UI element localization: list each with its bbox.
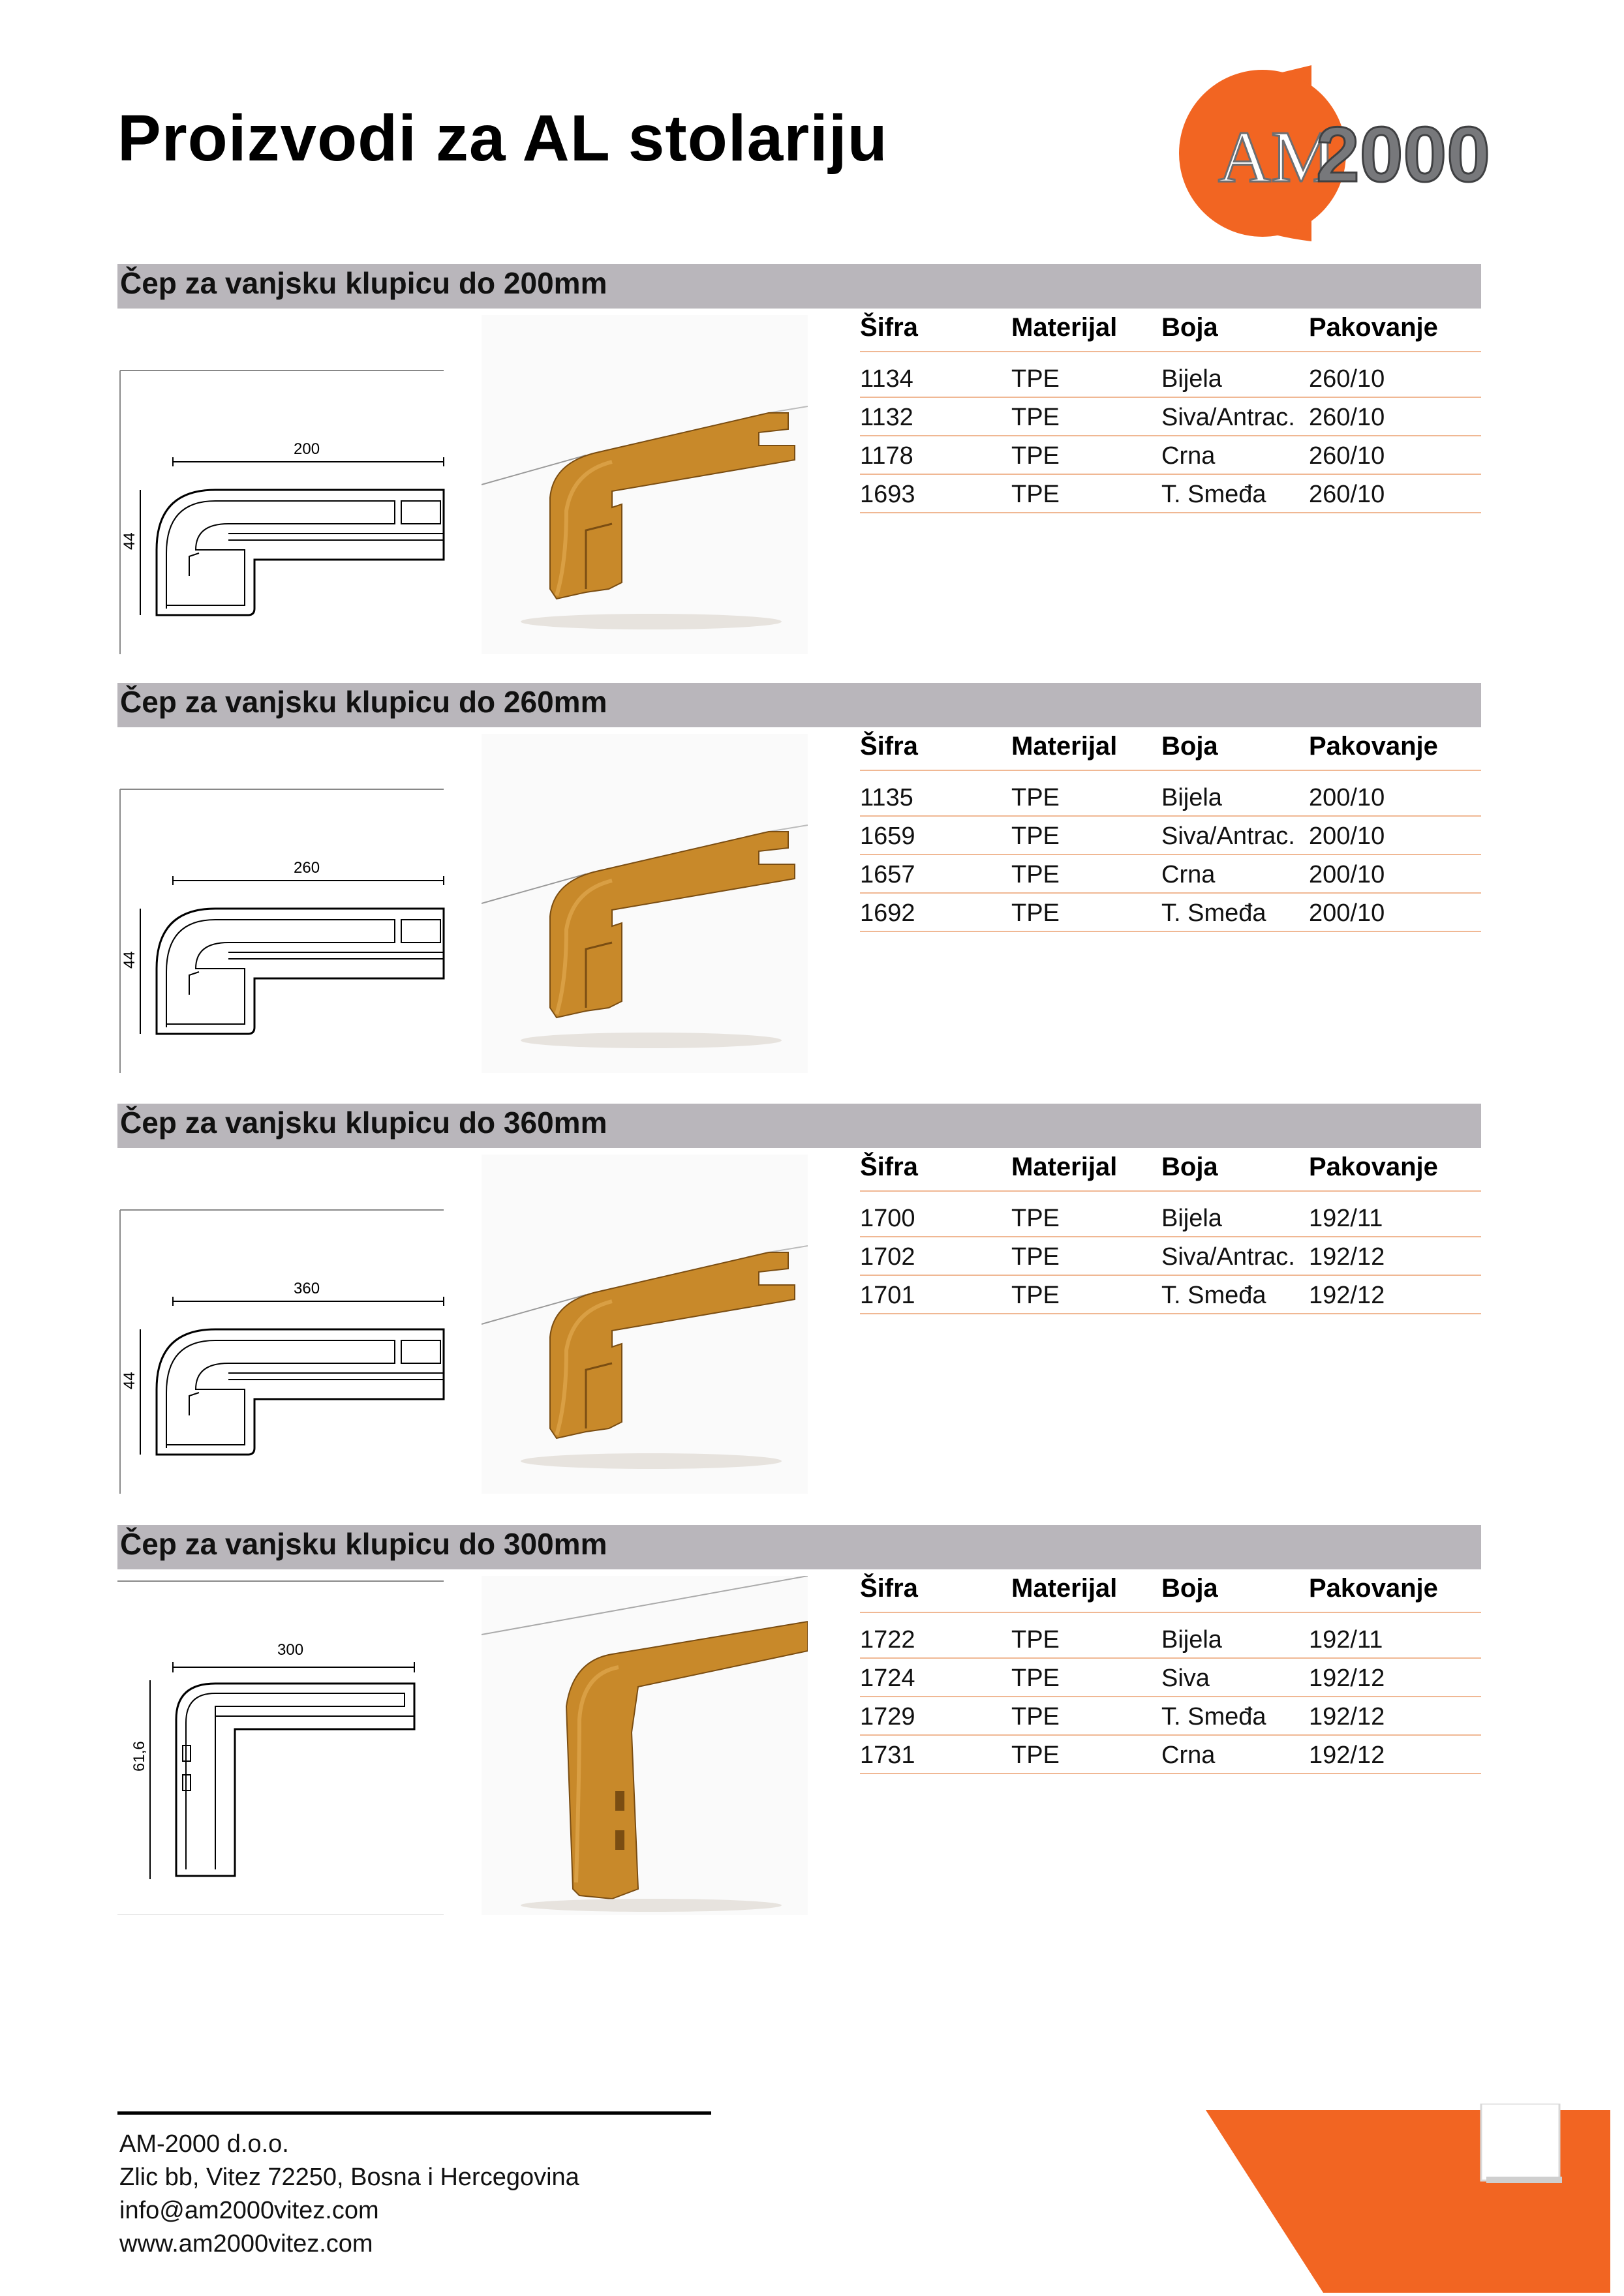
dimension-width-label: 300 <box>277 1641 304 1659</box>
cell-boja: T. Smeđa <box>1161 1282 1266 1309</box>
cell-pakovanje: 192/11 <box>1309 1205 1383 1232</box>
cell-materijal: TPE <box>1011 404 1060 431</box>
cell-sifra: 1701 <box>860 1282 915 1309</box>
table-row <box>860 854 1481 893</box>
footer-contact <box>119 2128 579 2261</box>
row-divider <box>860 1773 1481 1774</box>
header-divider <box>860 1612 1481 1613</box>
cell-boja: Siva <box>1161 1665 1210 1692</box>
cell-sifra: 1700 <box>860 1205 915 1232</box>
table-row <box>860 778 1481 816</box>
cell-materijal: TPE <box>1011 784 1060 811</box>
row-divider <box>860 931 1481 932</box>
table-row <box>860 816 1481 854</box>
column-header-sifra: Šifra <box>860 732 918 761</box>
column-header-materijal: Materijal <box>1011 1153 1118 1181</box>
cell-pakovanje: 192/12 <box>1309 1742 1385 1769</box>
product-table <box>860 1153 1481 1314</box>
table-row <box>860 1658 1481 1697</box>
section-header <box>117 264 1481 309</box>
cell-materijal: TPE <box>1011 365 1060 393</box>
page-title: Proizvodi za AL stolariju <box>117 102 888 175</box>
cell-boja: Bijela <box>1161 365 1222 393</box>
cell-pakovanje: 260/10 <box>1309 442 1385 470</box>
am2000-logo <box>1178 65 1530 241</box>
dimension-width-label: 360 <box>294 1280 320 1297</box>
cell-pakovanje: 260/10 <box>1309 365 1385 393</box>
cell-pakovanje: 192/12 <box>1309 1703 1385 1730</box>
column-header-boja: Boja <box>1161 732 1218 761</box>
footer-email[interactable]: info@am2000vitez.com <box>119 2197 379 2224</box>
product-table <box>860 313 1481 513</box>
product-render-image <box>482 315 808 654</box>
column-header-sifra: Šifra <box>860 1574 918 1603</box>
column-header-pakovanje: Pakovanje <box>1309 1574 1438 1603</box>
cell-sifra: 1135 <box>860 784 913 811</box>
section-header <box>117 1525 1481 1569</box>
cell-pakovanje: 192/12 <box>1309 1665 1385 1692</box>
cell-sifra: 1692 <box>860 899 915 927</box>
footer-company: AM-2000 d.o.o. <box>119 2130 289 2158</box>
row-divider <box>860 1313 1481 1314</box>
footer-address: Zlic bb, Vitez 72250, Bosna i Hercegovina <box>119 2164 579 2191</box>
section-header <box>117 683 1481 727</box>
cell-sifra: 1657 <box>860 861 915 888</box>
cell-boja: Siva/Antrac. <box>1161 404 1295 431</box>
cell-boja: Bijela <box>1161 784 1222 811</box>
cell-boja: T. Smeđa <box>1161 481 1266 508</box>
technical-drawing <box>117 734 457 1073</box>
product-table <box>860 1574 1481 1774</box>
cell-boja: Crna <box>1161 442 1216 470</box>
cell-pakovanje: 260/10 <box>1309 404 1385 431</box>
cell-sifra: 1659 <box>860 823 915 850</box>
cell-sifra: 1731 <box>860 1742 915 1769</box>
cell-materijal: TPE <box>1011 1626 1060 1654</box>
table-row <box>860 359 1481 397</box>
cell-pakovanje: 260/10 <box>1309 481 1385 508</box>
column-header-sifra: Šifra <box>860 1153 918 1181</box>
section-header <box>117 1104 1481 1148</box>
cell-sifra: 1724 <box>860 1665 915 1692</box>
cell-boja: Bijela <box>1161 1205 1222 1232</box>
column-header-pakovanje: Pakovanje <box>1309 1153 1438 1181</box>
section-title: Čep za vanjsku klupicu do 200mm <box>120 266 607 300</box>
section-title: Čep za vanjsku klupicu do 360mm <box>120 1106 607 1140</box>
cell-boja: T. Smeđa <box>1161 1703 1266 1730</box>
cell-pakovanje: 192/12 <box>1309 1243 1385 1271</box>
cell-sifra: 1722 <box>860 1626 915 1654</box>
column-header-materijal: Materijal <box>1011 732 1118 761</box>
product-render-image <box>482 1576 808 1915</box>
table-row <box>860 1237 1481 1275</box>
cell-sifra: 1729 <box>860 1703 915 1730</box>
header-divider <box>860 351 1481 352</box>
table-header <box>860 1574 1481 1620</box>
cell-boja: Crna <box>1161 861 1216 888</box>
product-render-image <box>482 1155 808 1494</box>
cell-pakovanje: 192/12 <box>1309 1282 1385 1309</box>
cell-materijal: TPE <box>1011 1205 1060 1232</box>
table-row <box>860 397 1481 436</box>
dimension-width-label: 200 <box>294 440 320 458</box>
cell-boja: T. Smeđa <box>1161 899 1266 927</box>
column-header-materijal: Materijal <box>1011 313 1118 342</box>
section-title: Čep za vanjsku klupicu do 300mm <box>120 1527 607 1561</box>
cell-materijal: TPE <box>1011 442 1060 470</box>
table-header <box>860 313 1481 359</box>
cell-materijal: TPE <box>1011 861 1060 888</box>
product-table <box>860 732 1481 931</box>
dimension-height-label: 61,6 <box>130 1741 148 1772</box>
table-row <box>860 1198 1481 1237</box>
column-header-boja: Boja <box>1161 1574 1218 1603</box>
cell-sifra: 1178 <box>860 442 913 470</box>
product-render-image <box>482 734 808 1073</box>
cell-boja: Bijela <box>1161 1626 1222 1654</box>
table-row <box>860 1697 1481 1735</box>
technical-drawing <box>117 1576 457 1915</box>
table-header <box>860 732 1481 778</box>
header-divider <box>860 1190 1481 1192</box>
footer-divider <box>117 2111 711 2115</box>
cell-materijal: TPE <box>1011 1703 1060 1730</box>
cell-materijal: TPE <box>1011 1742 1060 1769</box>
footer-website[interactable]: www.am2000vitez.com <box>119 2230 373 2258</box>
table-header <box>860 1153 1481 1198</box>
dimension-height-label: 44 <box>121 532 138 550</box>
technical-drawing <box>117 1155 457 1494</box>
cell-materijal: TPE <box>1011 481 1060 508</box>
table-row <box>860 436 1481 474</box>
dimension-height-label: 44 <box>121 951 138 969</box>
column-header-materijal: Materijal <box>1011 1574 1118 1603</box>
cell-pakovanje: 200/10 <box>1309 823 1385 850</box>
cell-sifra: 1693 <box>860 481 915 508</box>
column-header-boja: Boja <box>1161 313 1218 342</box>
header-divider <box>860 770 1481 771</box>
cell-pakovanje: 192/11 <box>1309 1626 1383 1654</box>
cell-pakovanje: 200/10 <box>1309 784 1385 811</box>
table-row <box>860 893 1481 931</box>
logo-number-text: 2000 <box>1316 111 1490 198</box>
cell-sifra: 1132 <box>860 404 913 431</box>
dimension-height-label: 44 <box>121 1372 138 1389</box>
corner-decoration <box>1206 2104 1610 2293</box>
column-header-boja: Boja <box>1161 1153 1218 1181</box>
column-header-pakovanje: Pakovanje <box>1309 313 1438 342</box>
table-row <box>860 1275 1481 1314</box>
column-header-pakovanje: Pakovanje <box>1309 732 1438 761</box>
cell-materijal: TPE <box>1011 823 1060 850</box>
cell-boja: Siva/Antrac. <box>1161 1243 1295 1271</box>
cell-materijal: TPE <box>1011 899 1060 927</box>
cell-materijal: TPE <box>1011 1282 1060 1309</box>
cell-pakovanje: 200/10 <box>1309 861 1385 888</box>
row-divider <box>860 512 1481 513</box>
column-header-sifra: Šifra <box>860 313 918 342</box>
cell-boja: Siva/Antrac. <box>1161 823 1295 850</box>
logo-am-text: AM <box>1218 117 1336 198</box>
cell-sifra: 1702 <box>860 1243 915 1271</box>
cell-sifra: 1134 <box>860 365 913 393</box>
table-row <box>860 474 1481 513</box>
technical-drawing <box>117 315 457 654</box>
cell-pakovanje: 200/10 <box>1309 899 1385 927</box>
cell-boja: Crna <box>1161 1742 1216 1769</box>
table-row <box>860 1735 1481 1774</box>
dimension-width-label: 260 <box>294 859 320 877</box>
cell-materijal: TPE <box>1011 1665 1060 1692</box>
section-title: Čep za vanjsku klupicu do 260mm <box>120 685 607 719</box>
table-row <box>860 1620 1481 1658</box>
cell-materijal: TPE <box>1011 1243 1060 1271</box>
